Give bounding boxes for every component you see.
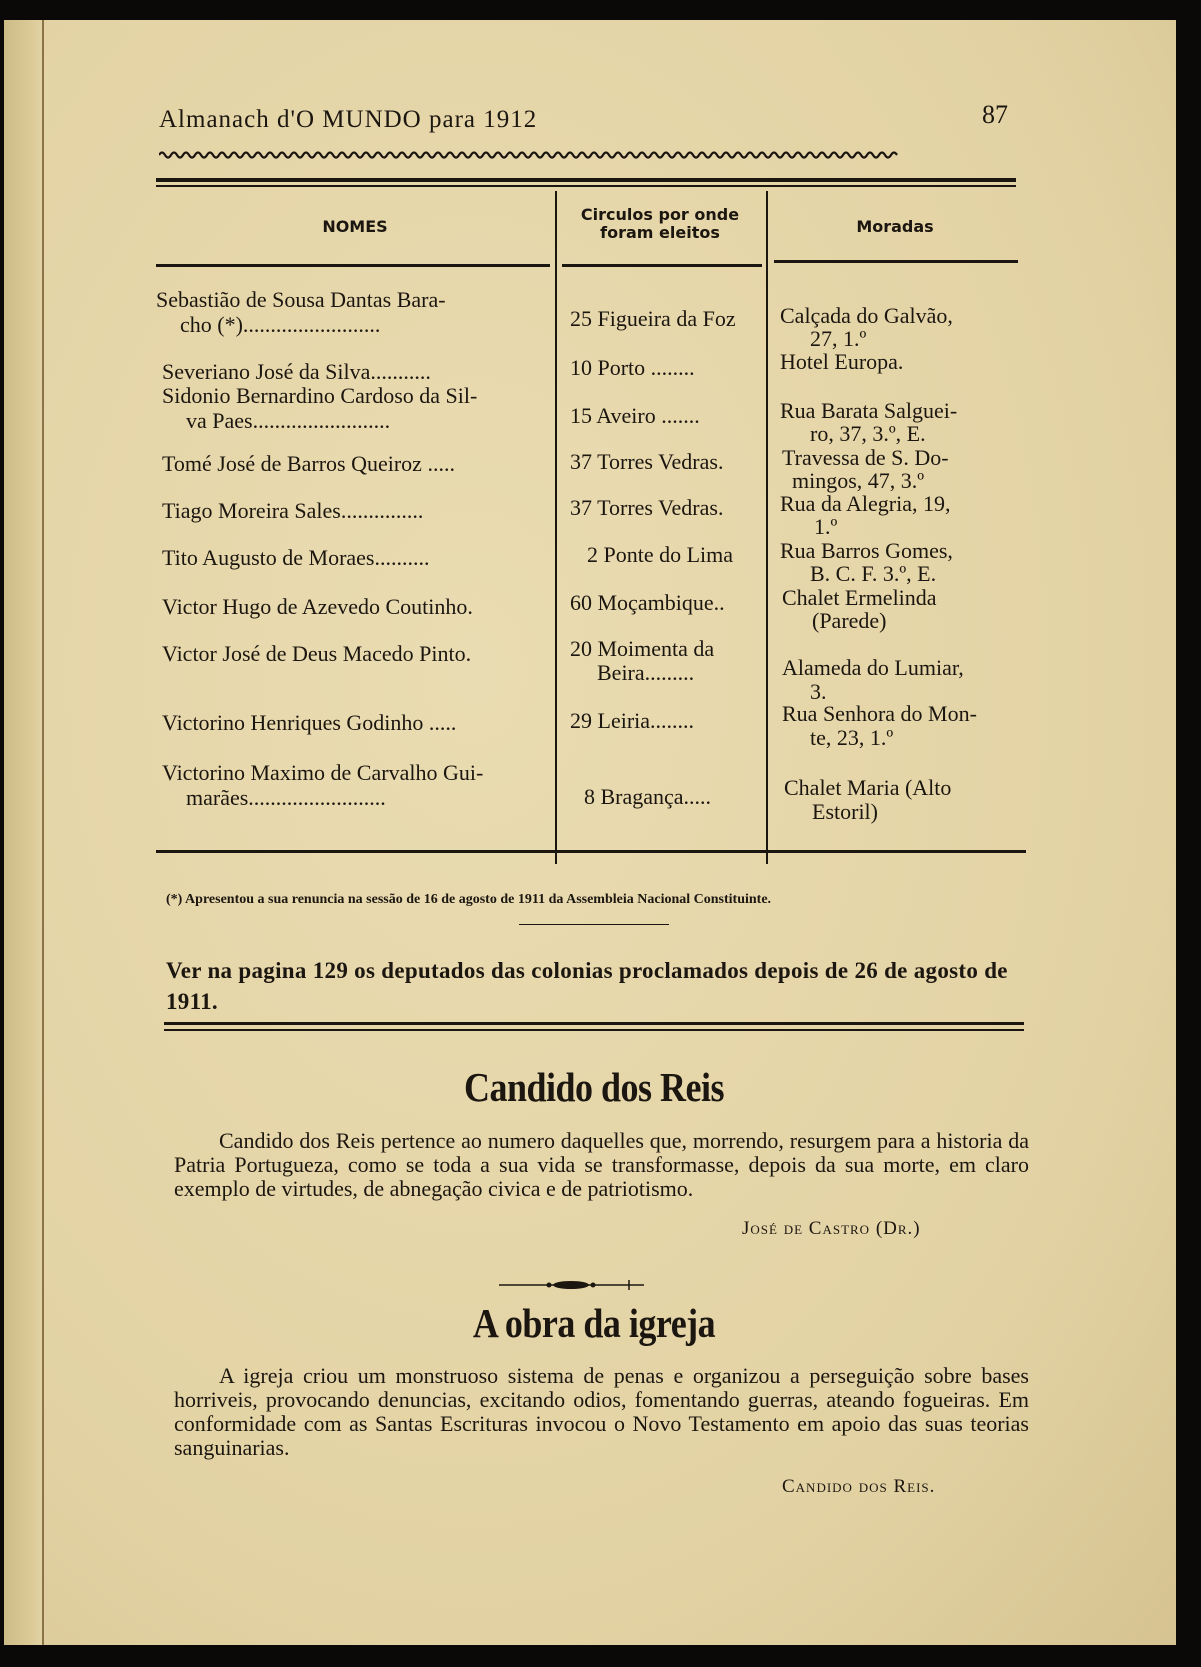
column-header-circulos: Circulos por onde foram eleitos	[580, 205, 740, 242]
section-rule-thin	[164, 1029, 1024, 1031]
short-divider	[519, 924, 669, 925]
table-row-address-cont	[810, 562, 936, 585]
name-line: Severiano José da Silva...........	[162, 359, 431, 384]
address-line: Hotel Europa.	[780, 349, 904, 374]
table-row-address	[782, 446, 949, 469]
table-row-address-cont	[810, 327, 866, 350]
table-row-circle	[570, 709, 694, 732]
column-divider-2	[766, 191, 768, 864]
table-row-circle	[570, 404, 700, 427]
address-line: 1.º	[814, 514, 838, 539]
name-line: marães.........................	[186, 785, 386, 810]
address-line: (Parede)	[812, 608, 887, 633]
table-row-name	[156, 288, 446, 311]
address-line: Travessa de S. Do-	[782, 445, 949, 470]
circle-line: Beira.........	[597, 660, 695, 685]
wavy-rule	[159, 146, 1014, 160]
header-rule-moradas	[774, 260, 1018, 263]
table-row-circle	[570, 496, 723, 519]
address-line: Estoril)	[812, 799, 878, 824]
table-row-address	[780, 399, 957, 422]
column-divider-1	[555, 191, 557, 864]
table-row-address	[780, 304, 953, 327]
table-top-rule	[156, 178, 1016, 182]
table-row-name	[162, 384, 477, 407]
table-row-name	[162, 711, 456, 734]
table-row-name	[162, 360, 431, 383]
address-line: Rua da Alegria, 19,	[780, 491, 951, 516]
table-row-circle	[587, 543, 733, 566]
circle-line: 25 Figueira da Foz	[570, 306, 736, 331]
signature-jose-de-castro: José de Castro (Dr.)	[742, 1218, 921, 1239]
table-row-address	[780, 492, 950, 515]
page-spine	[4, 20, 44, 1645]
column-header-moradas: Moradas	[856, 217, 934, 236]
table-row-address-cont	[812, 609, 887, 632]
table-row-circle	[570, 591, 725, 614]
name-line: Victorino Maximo de Carvalho Gui-	[162, 760, 484, 785]
address-line: ro, 37, 3.º, E.	[810, 421, 926, 446]
table-row-address-cont	[810, 726, 893, 749]
table-row-address-cont	[810, 422, 926, 445]
footnote: (*) Apresentou a sua renuncia na sessão de 16 de agosto de 1911 da Assembleia Nacional Constituinte.	[166, 892, 772, 907]
circle-line: 37 Torres Vedras.	[570, 495, 724, 520]
name-line: va Paes.........................	[186, 408, 391, 433]
circle-line: 2 Ponte do Lima	[587, 542, 734, 567]
name-line: Sebastião de Sousa Dantas Bara-	[156, 287, 446, 312]
address-line: Alameda do Lumiar,	[782, 655, 964, 680]
table-row-name	[162, 642, 471, 665]
section-title-candido: Candido dos Reis	[463, 1064, 725, 1110]
address-line: Chalet Ermelinda	[782, 585, 937, 610]
table-row-name	[162, 761, 483, 784]
column-header-nomes: NOMES	[322, 217, 388, 236]
address-line: Calçada do Galvão,	[780, 303, 953, 328]
notice-text: Ver na pagina 129 os deputados das colonias proclamados depois de 26 de agosto de 1911.	[166, 958, 1008, 1014]
name-line: Tito Augusto de Moraes..........	[162, 545, 430, 570]
address-line: Rua Senhora do Mon-	[782, 701, 977, 726]
circle-line: 10 Porto ........	[570, 355, 695, 380]
header-rule-nomes	[156, 264, 550, 267]
circle-line: 37 Torres Vedras.	[570, 449, 724, 474]
name-line: cho (*).........................	[180, 312, 381, 337]
section-text-obra: A igreja criou um monstruoso sistema de penas e organizou a perseguição sobre bases horriveis, provocando denuncias, excitando odios, fomentando guerras, ateando fogueiras. Em conformidade com as Santas Escrituras invocou o Novo Testamento em apoio das suas teorias sanguinarias.	[174, 1363, 1029, 1460]
table-row-address-cont	[812, 800, 878, 823]
table-row-address	[782, 702, 977, 725]
circle-line: 29 Leiria........	[570, 708, 695, 733]
address-line: Chalet Maria (Alto	[784, 775, 952, 800]
document-page	[4, 20, 1176, 1645]
table-row-circle	[570, 307, 736, 330]
address-line: te, 23, 1.º	[810, 725, 894, 750]
page-number: 87	[982, 100, 1008, 129]
address-line: mingos, 47, 3.º	[792, 468, 925, 493]
table-row-name	[162, 452, 455, 475]
name-line: Sidonio Bernardino Cardoso da Sil-	[162, 383, 478, 408]
signature-candido-dos-reis: Candido dos Reis.	[782, 1476, 936, 1497]
table-row-circle-cont	[597, 661, 694, 684]
table-row-address-cont	[792, 469, 924, 492]
table-row-address	[782, 586, 937, 609]
table-row-circle	[570, 637, 714, 660]
name-line: Victor Hugo de Azevedo Coutinho.	[162, 594, 473, 619]
name-line: Tomé José de Barros Queiroz .....	[162, 451, 455, 476]
section-text-candido: Candido dos Reis pertence ao numero daquelles que, morrendo, resurgem para a historia da Patria Portugueza, como se toda a sua vida se transformasse, depois da sua morte, em claro exemplo de virtudes, de abnegação civica e de patriotismo.	[174, 1128, 1029, 1201]
name-line: Victor José de Deus Macedo Pinto.	[162, 641, 472, 666]
table-bottom-rule	[156, 850, 1026, 853]
table-row-address-cont	[814, 515, 837, 538]
table-row-circle	[584, 785, 711, 808]
address-line: Rua Barata Salguei-	[780, 398, 958, 423]
table-row-circle	[570, 356, 695, 379]
table-row-address-cont	[810, 680, 827, 703]
section-rule	[164, 1022, 1024, 1025]
address-line: B. C. F. 3.º, E.	[810, 561, 937, 586]
circle-line: 60 Moçambique..	[570, 590, 725, 615]
name-line: Victorino Henriques Godinho .....	[162, 710, 457, 735]
circle-line: 8 Bragança.....	[584, 784, 712, 809]
address-line: 3.	[810, 679, 827, 704]
name-line: Tiago Moreira Sales...............	[162, 498, 424, 523]
table-row-circle	[570, 450, 723, 473]
address-line: Rua Barros Gomes,	[780, 538, 953, 563]
table-row-name	[162, 546, 429, 569]
spine-edge	[42, 20, 44, 1645]
address-line: 27, 1.º	[810, 326, 867, 351]
table-top-rule-thin	[156, 185, 1016, 187]
table-row-name	[162, 499, 423, 522]
table-row-name	[162, 595, 473, 618]
running-head: Almanach d'O MUNDO para 1912	[159, 106, 538, 133]
table-row-name-cont	[186, 786, 386, 809]
table-row-address	[780, 350, 903, 373]
section-title-obra: A obra da igreja	[472, 1300, 716, 1346]
table-row-name-cont	[186, 409, 390, 432]
table-row-address	[782, 656, 964, 679]
header-rule-circulos	[562, 264, 762, 267]
circle-line: 15 Aveiro .......	[570, 403, 700, 428]
circle-line: 20 Moimenta da	[570, 636, 715, 661]
table-row-name-cont	[180, 313, 380, 336]
ornament-divider	[499, 1278, 644, 1292]
table-row-address	[780, 539, 953, 562]
table-row-address	[784, 776, 951, 799]
